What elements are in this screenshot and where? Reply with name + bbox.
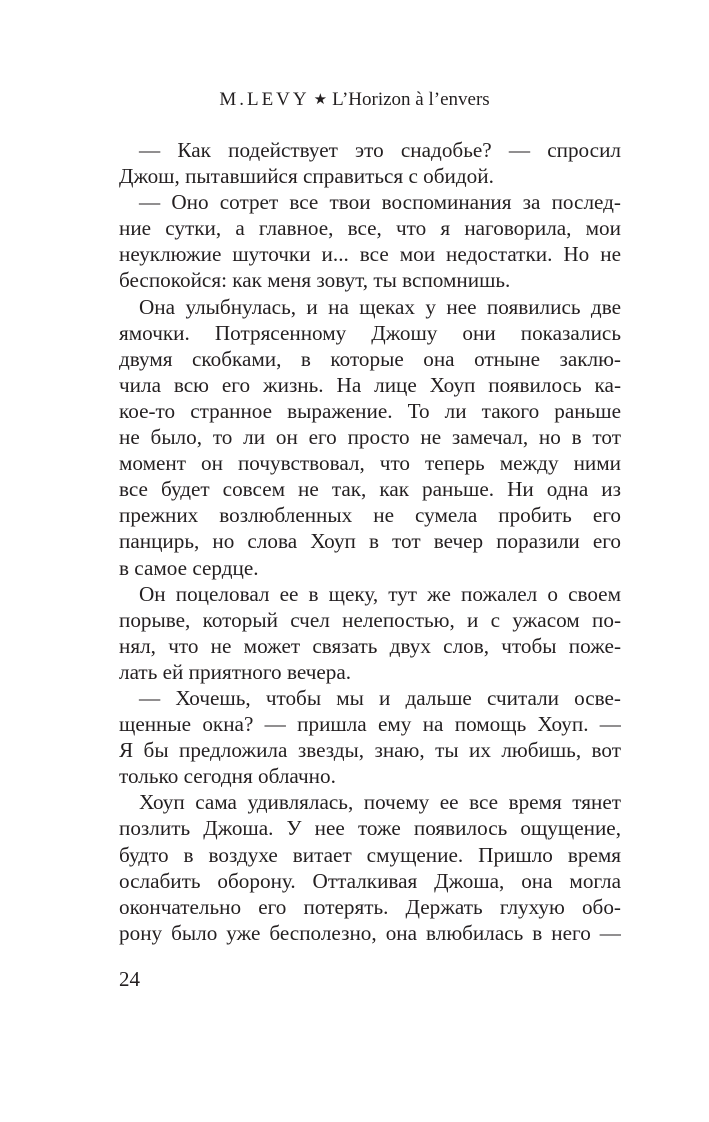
paragraph	[119, 685, 621, 789]
text-line: рону было уже бесполезно, она влюбилась в него —	[119, 920, 621, 945]
text-line: будто в воздухе витает смущение. Пришло время	[119, 842, 621, 867]
paragraph	[119, 789, 621, 946]
text-line: только сегодня облачно.	[119, 764, 336, 789]
text-line: ямочки. Потрясенному Джошу они показались	[119, 320, 621, 345]
text-line: не было, то ли он его просто не замечал, но в тот	[119, 425, 621, 450]
text-line: лать ей приятного вечера.	[119, 659, 352, 684]
text-line: чила всю его жизнь. На лице Хоуп появилось ка-	[119, 372, 621, 397]
text-line: все будет совсем не так, как раньше. Ни одна из	[119, 477, 621, 502]
text-line: двумя скобками, в которые она отныне заклю-	[119, 346, 621, 371]
text-line: кое-то странное выражение. То ли такого раньше	[119, 398, 621, 423]
text-line: прежних возлюбленных не сумела пробить его	[119, 503, 621, 528]
text-line: ослабить оборону. Отталкивая Джоша, она могла	[119, 868, 621, 893]
text-line: порыве, который счел нелепостью, и с ужасом по-	[119, 607, 621, 632]
text-line: — Хочешь, чтобы мы и дальше считали осве-	[139, 685, 621, 710]
text-line: — Как подействует это снадобье? — спросил	[139, 138, 621, 162]
text-line: Хоуп сама удивлялась, почему ее все время тянет	[139, 790, 621, 815]
paragraph	[119, 294, 621, 581]
text-line: Джош, пытавшийся справиться с обидой.	[119, 164, 494, 189]
paragraph	[119, 189, 621, 293]
text-line: нял, что не может связать двух слов, чтобы поже-	[119, 633, 621, 658]
paragraph	[119, 581, 621, 685]
text-line: панцирь, но слова Хоуп в тот вечер поразили его	[119, 529, 621, 554]
text-line: щенные окна? — пришла ему на помощь Хоуп. —	[119, 712, 621, 737]
paragraph	[119, 137, 621, 189]
text-line: Я бы предложила звезды, знаю, ты их любишь, вот	[119, 738, 621, 763]
star-separator-icon: ★	[313, 92, 328, 108]
text-line: ние сутки, а главное, все, что я наговорила, мои	[119, 216, 621, 241]
text-line: Она улыбнулась, и на щеках у нее появились две	[139, 294, 621, 319]
text-line: момент он почувствовал, что теперь между ними	[119, 451, 621, 476]
text-line: беспокойся: как меня зовут, ты вспомнишь.	[119, 268, 511, 293]
text-line: в самое сердце.	[119, 555, 259, 580]
body-text	[119, 137, 621, 946]
text-line: окончательно его потерять. Держать глухую обо-	[119, 894, 621, 919]
page-number: 24	[119, 967, 140, 991]
running-head	[0, 88, 709, 113]
text-line: позлить Джоша. У нее тоже появилось ощущение,	[119, 816, 621, 841]
text-line: — Оно сотрет все твои воспоминания за послед-	[139, 190, 621, 215]
text-line: неуклюжие шуточки и... все мои недостатки. Но не	[119, 242, 621, 267]
running-head-author: M.LEVY	[219, 89, 310, 110]
text-line: Он поцеловал ее в щеку, тут же пожалел о своем	[139, 581, 621, 606]
running-head-title: L’Horizon à l’envers	[332, 89, 490, 110]
